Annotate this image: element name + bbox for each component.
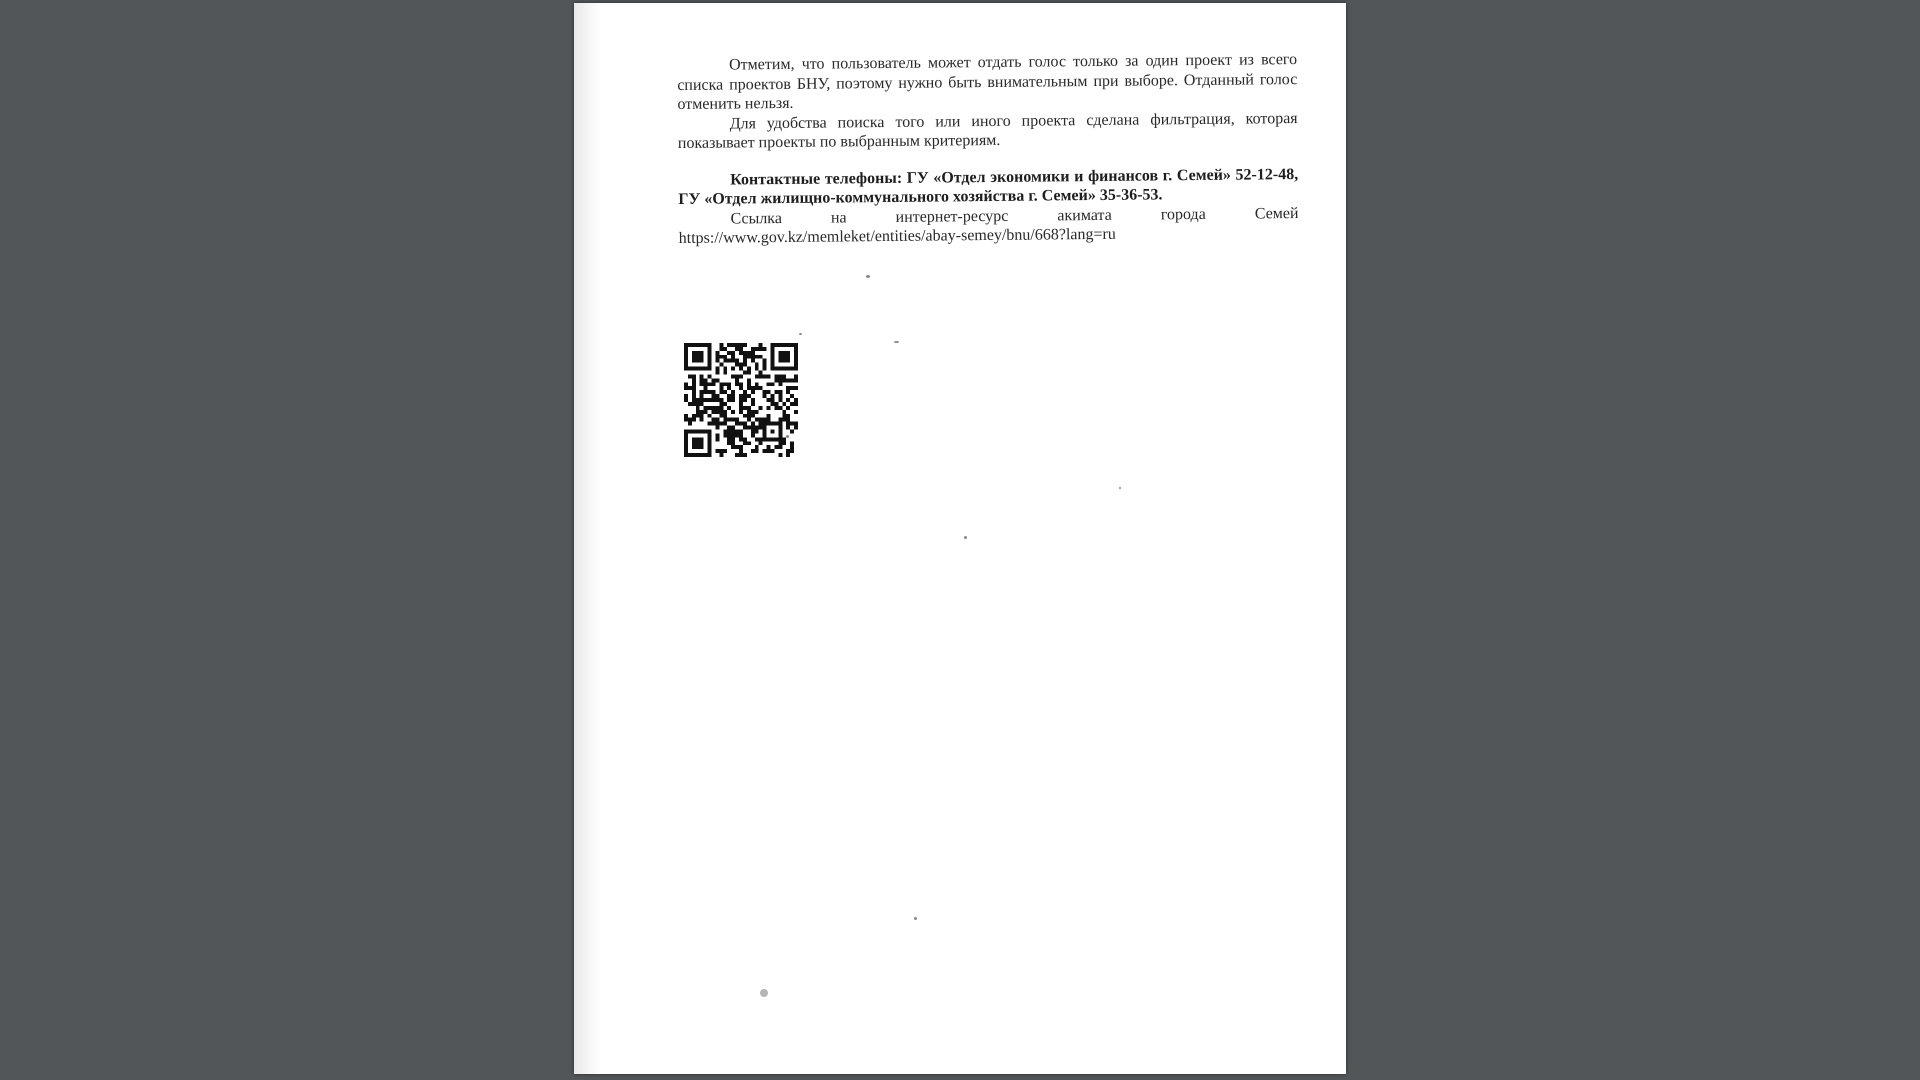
scan-speck (1119, 487, 1121, 489)
scan-speck (964, 536, 967, 539)
page-text (677, 50, 1299, 248)
link-intro: Ссылка на интернет-ресурс акимата города Семей (730, 204, 1299, 227)
qr-code-icon (684, 343, 798, 457)
scan-speck (866, 275, 870, 278)
resource-link[interactable]: https://www.gov.kz/memleket/entities/abay-semey/bnu/668?lang=ru (678, 225, 1116, 247)
paragraph-filter-note: Для удобства поиска того или иного проекта сделана фильтрация, которая показывает проекты по выбранным критериям. (677, 109, 1298, 152)
document-page (574, 3, 1346, 1074)
scan-speck (894, 341, 899, 343)
scan-speck (914, 917, 917, 920)
scan-speck (760, 989, 768, 997)
scan-speck (799, 333, 802, 335)
contact-phones: Контактные телефоны: ГУ «Отдел экономики и финансов г. Семей» 52-12-48, ГУ «Отдел жилищно-коммунального хозяйства г. Семей» 35-36-53. (678, 165, 1299, 208)
scan-speck (786, 435, 789, 438)
paragraph-voting-note: Отметим, что пользователь может отдать голос только за один проект из всего списка проектов БНУ, поэтому нужно быть внимательным при выборе. Отданный голос отменить нельзя. (677, 51, 1298, 113)
scan-edge-shadow (574, 3, 602, 1074)
